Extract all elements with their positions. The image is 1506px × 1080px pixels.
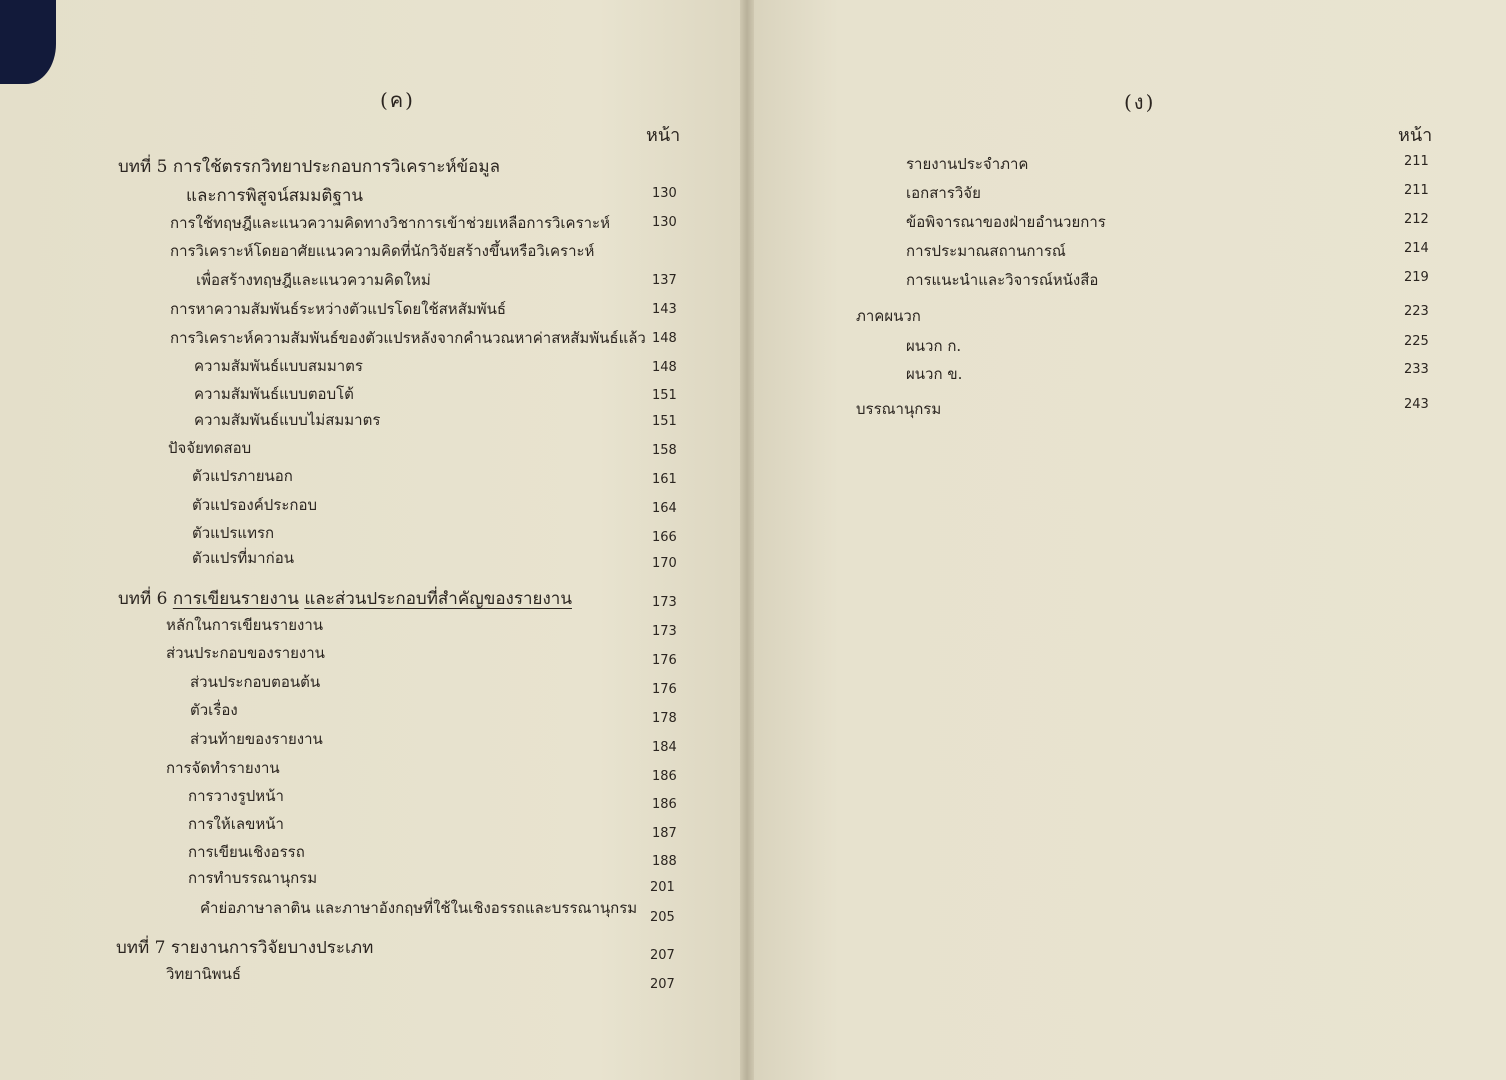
toc-page: 176	[652, 682, 677, 697]
toc-label: การวิเคราะห์โดยอาศัยแนวความคิดที่นักวิจัยสร้างขึ้นหรือวิเคราะห์	[170, 242, 595, 260]
right-page	[748, 0, 1506, 1080]
toc-page: 201	[650, 880, 675, 895]
toc-page: 137	[652, 273, 677, 288]
toc-page: 148	[652, 360, 677, 375]
toc-page: 219	[1404, 270, 1429, 285]
toc-page: 186	[652, 797, 677, 812]
toc-label: ความสัมพันธ์แบบไม่สมมาตร	[194, 411, 381, 429]
toc-page: 184	[652, 740, 677, 755]
toc-label: บรรณานุกรม	[856, 400, 942, 418]
toc-label: ภาคผนวก	[856, 307, 921, 325]
toc-page: 207	[650, 948, 675, 963]
underlined-title: และส่วนประกอบที่สำคัญของรายงาน	[304, 589, 572, 609]
toc-label: วิทยานิพนธ์	[166, 965, 242, 983]
toc-page: 233	[1404, 362, 1429, 377]
toc-page: 178	[652, 711, 677, 726]
toc-page: 187	[652, 826, 677, 841]
toc-label: คำย่อภาษาลาติน และภาษาอังกฤษที่ใช้ในเชิงอรรถและบรรณานุกรม	[200, 899, 638, 917]
toc-label: บทที่ 5 การใช้ตรรกวิทยาประกอบการวิเคราะห์ข้อมูล	[118, 157, 501, 177]
toc-label: ตัวแปรภายนอก	[192, 467, 293, 485]
toc-label: ปัจจัยทดสอบ	[168, 439, 252, 457]
underlined-title: การเขียนรายงาน	[172, 589, 299, 609]
toc-label: รายงานประจำภาค	[906, 155, 1029, 173]
toc-page: 212	[1404, 212, 1429, 227]
toc-label: ความสัมพันธ์แบบตอบโต้	[194, 385, 354, 403]
toc-label: การใช้ทฤษฎีและแนวความคิดทางวิชาการเข้าช่วยเหลือการวิเคราะห์	[170, 214, 611, 232]
toc-page: 151	[652, 388, 677, 403]
toc-page: 214	[1404, 241, 1429, 256]
toc-label: ส่วนประกอบตอนต้น	[190, 673, 321, 691]
toc-page: 243	[1404, 397, 1429, 412]
toc-page: 225	[1404, 334, 1429, 349]
toc-page: 143	[652, 302, 677, 317]
toc-label: ข้อพิจารณาของฝ่ายอำนวยการ	[906, 213, 1106, 231]
toc-page: 158	[652, 443, 677, 458]
toc-page: 186	[652, 769, 677, 784]
toc-page: 211	[1404, 183, 1429, 198]
toc-page: 151	[652, 414, 677, 429]
toc-label: ผนวก ข.	[906, 365, 963, 383]
toc-label: และการพิสูจน์สมมติฐาน	[186, 186, 364, 206]
toc-label: ส่วนประกอบของรายงาน	[166, 644, 325, 662]
toc-page: 166	[652, 530, 677, 545]
book-gutter	[740, 0, 754, 1080]
toc-label: การวางรูปหน้า	[188, 787, 284, 805]
toc-label: หลักในการเขียนรายงาน	[166, 616, 323, 634]
toc-label: ตัวแปรแทรก	[192, 524, 275, 542]
toc-page: 205	[650, 910, 675, 925]
toc-label: ตัวเรื่อง	[190, 701, 238, 719]
toc-page: 207	[650, 977, 675, 992]
toc-label: ความสัมพันธ์แบบสมมาตร	[194, 357, 363, 375]
toc-label: การวิเคราะห์ความสัมพันธ์ของตัวแปรหลังจากคำนวณหาค่าสหสัมพันธ์แล้ว	[170, 329, 646, 347]
toc-label: บทที่ 7 รายงานการวิจัยบางประเภท	[116, 938, 374, 958]
toc-page: 164	[652, 501, 677, 516]
toc-label: การหาความสัมพันธ์ระหว่างตัวแปรโดยใช้สหสัมพันธ์	[170, 300, 507, 318]
toc-page: 170	[652, 556, 677, 571]
toc-page: 148	[652, 331, 677, 346]
toc-page: 173	[652, 595, 677, 610]
toc-label: ผนวก ก.	[906, 337, 962, 355]
toc-page: 188	[652, 854, 677, 869]
toc-label: การเขียนเชิงอรรถ	[188, 843, 305, 861]
toc-label: เพื่อสร้างทฤษฎีและแนวความคิดใหม่	[196, 271, 431, 289]
page-column-header: หน้า	[1398, 125, 1433, 146]
bookmark-ribbon	[0, 0, 56, 84]
toc-page: 130	[652, 186, 677, 201]
toc-page: 173	[652, 624, 677, 639]
toc-label: การจัดทำรายงาน	[166, 759, 280, 777]
toc-page: 211	[1404, 154, 1429, 169]
toc-label: การประมาณสถานการณ์	[906, 242, 1066, 260]
toc-page: 176	[652, 653, 677, 668]
left-page	[0, 0, 748, 1080]
toc-label: การให้เลขหน้า	[188, 815, 284, 833]
page-number: (ง)	[1124, 90, 1156, 114]
toc-label: บทที่ 6 การเขียนรายงาน และส่วนประกอบที่สำคัญของรายงาน	[118, 589, 572, 609]
toc-label: ตัวแปรองค์ประกอบ	[192, 496, 318, 514]
toc-label: เอกสารวิจัย	[906, 184, 981, 202]
toc-page: 223	[1404, 304, 1429, 319]
toc-label: การแนะนำและวิจารณ์หนังสือ	[906, 271, 1099, 289]
toc-page: 130	[652, 215, 677, 230]
toc-label: การทำบรรณานุกรม	[188, 869, 318, 887]
toc-label: ตัวแปรที่มาก่อน	[192, 549, 294, 567]
toc-label: ส่วนท้ายของรายงาน	[190, 730, 323, 748]
page-column-header: หน้า	[646, 125, 681, 146]
toc-page: 161	[652, 472, 677, 487]
page-number: (ค)	[380, 88, 415, 112]
